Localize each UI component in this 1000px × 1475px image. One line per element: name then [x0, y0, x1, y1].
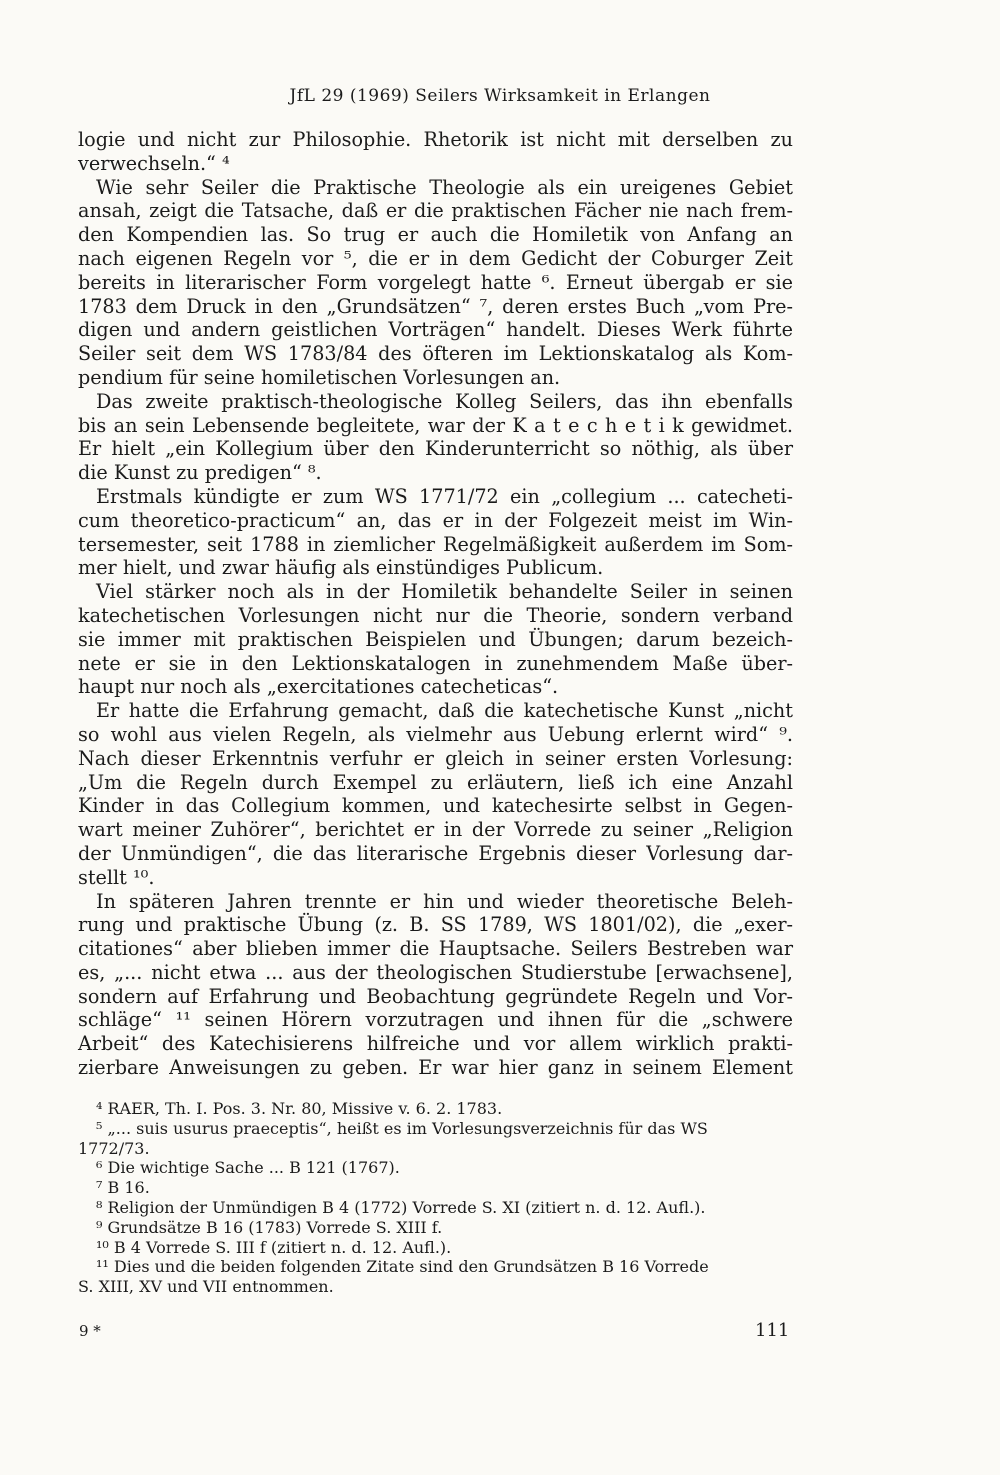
body-line: mer hielt, und zwar häufig als einstündiges Publicum.: [78, 556, 604, 580]
footnote-line: ⁸ Religion der Unmündigen B 4 (1772) Vorrede S. XI (zitiert n. d. 12. Aufl.).: [96, 1197, 706, 1217]
footnote-line: 1772/73.: [78, 1138, 150, 1158]
body-line: die Kunst zu predigen“ ⁸.: [78, 461, 322, 485]
body-line: Seiler seit dem WS 1783/84 des öfteren im Lektionskatalog als Kom-: [78, 342, 793, 366]
body-line: pendium für seine homiletischen Vorlesungen an.: [78, 365, 561, 389]
body-line: so wohl aus vielen Regeln, als vielmehr aus Uebung erlernt wird“ ⁹.: [78, 722, 793, 746]
body-line: Arbeit“ des Katechisierens hilfreiche und vor allem wirklich prakti-: [78, 1032, 793, 1056]
body-line: Wie sehr Seiler die Praktische Theologie als ein ureigenes Gebiet: [96, 175, 793, 199]
body-line: Kinder in das Collegium kommen, und katechesirte selbst in Gegen-: [78, 794, 793, 818]
body-line: Das zweite praktisch-theologische Kolleg Seilers, das ihn ebenfalls: [96, 389, 793, 413]
footnotes: [78, 1099, 793, 1297]
body-line: digen und andern geistlichen Vorträgen“ handelt. Dieses Werk führte: [78, 318, 793, 342]
body-line: es, „... nicht etwa ... aus der theologischen Studierstube [erwachsene],: [78, 960, 793, 984]
page-number: 111: [755, 1320, 790, 1341]
body-line: Er hatte die Erfahrung gemacht, daß die katechetische Kunst „nicht: [96, 699, 793, 723]
body-line: „Um die Regeln durch Exempel zu erläutern, ließ ich eine Anzahl: [78, 770, 793, 794]
footnote-line: ⁵ „... suis usurus praeceptis“, heißt es im Vorlesungsverzeichnis für das WS: [96, 1118, 708, 1138]
body-line: citationes“ aber blieben immer die Hauptsache. Seilers Bestreben war: [78, 937, 793, 961]
body-line: haupt nur noch als „exercitationes catecheticas“.: [78, 675, 559, 699]
footnote-line: ⁴ RAER, Th. I. Pos. 3. Nr. 80, Missive v. 6. 2. 1783.: [96, 1099, 503, 1118]
body-line: 1783 dem Druck in den „Grundsätzen“ ⁷, deren erstes Buch „vom Pre-: [78, 294, 793, 318]
body-line: der Unmündigen“, die das literarische Ergebnis dieser Vorlesung dar-: [78, 841, 793, 865]
body-line: logie und nicht zur Philosophie. Rhetorik ist nicht mit derselben zu: [78, 128, 793, 151]
body-line: ansah, zeigt die Tatsache, daß er die praktischen Fächer nie nach frem-: [78, 199, 793, 223]
body-line: stellt ¹⁰.: [78, 865, 155, 889]
body-line: tersemester, seit 1788 in ziemlicher Regelmäßigkeit außerdem im Som-: [78, 532, 793, 556]
footnote-line: ¹⁰ B 4 Vorrede S. III f (zitiert n. d. 12. Aufl.).: [96, 1237, 452, 1257]
body-line: nete er sie in den Lektionskatalogen in zunehmendem Maße über-: [78, 651, 793, 675]
body-text: [78, 128, 793, 1080]
body-line: Nach dieser Erkenntnis verfuhr er gleich in seiner ersten Vorlesung:: [78, 746, 793, 770]
running-head: JfL 29 (1969) Seilers Wirksamkeit in Erlangen: [289, 86, 711, 106]
body-line: schläge“ ¹¹ seinen Hörern vorzutragen und ihnen für die „schwere: [78, 1008, 793, 1032]
body-line: rung und praktische Übung (z. B. SS 1789, WS 1801/02), die „exer-: [78, 913, 793, 937]
body-line: In späteren Jahren trennte er hin und wieder theoretische Beleh-: [96, 889, 793, 913]
footnote-line: ⁷ B 16.: [96, 1178, 150, 1198]
body-line: nach eigenen Regeln vor ⁵, die er in dem Gedicht der Coburger Zeit: [78, 246, 793, 270]
body-line: Er hielt „ein Kollegium über den Kinderunterricht so nöthig, als über: [78, 437, 793, 461]
body-line: wart meiner Zuhörer“, berichtet er in der Vorrede zu seiner „Religion: [78, 818, 793, 842]
body-line: Viel stärker noch als in der Homiletik behandelte Seiler in seinen: [96, 580, 793, 604]
body-line: zierbare Anweisungen zu geben. Er war hier ganz in seinem Element: [78, 1056, 793, 1080]
body-line: bis an sein Lebensende begleitete, war der K a t e c h e t i k gewidmet.: [78, 413, 793, 437]
body-line: cum theoretico-practicum“ an, das er in der Folgezeit meist im Win-: [78, 508, 793, 532]
footnote-line: ⁹ Grundsätze B 16 (1783) Vorrede S. XIII f.: [96, 1217, 443, 1237]
body-line: bereits in literarischer Form vorgelegt hatte ⁶. Erneut übergab er sie: [78, 270, 793, 294]
footnote-line: ¹¹ Dies und die beiden folgenden Zitate sind den Grundsätzen B 16 Vorrede: [96, 1257, 709, 1277]
body-line: Erstmals kündigte er zum WS 1771/72 ein „collegium ... catecheti-: [96, 484, 793, 508]
footnote-line: ⁶ Die wichtige Sache ... B 121 (1767).: [96, 1158, 400, 1178]
body-line: sondern auf Erfahrung und Beobachtung gegründete Regeln und Vor-: [78, 984, 793, 1008]
body-line: den Kompendien las. So trug er auch die Homiletik von Anfang an: [78, 223, 793, 247]
body-line: sie immer mit praktischen Beispielen und Übungen; darum bezeich-: [78, 627, 793, 651]
body-line: katechetischen Vorlesungen nicht nur die Theorie, sondern verband: [78, 603, 793, 627]
body-line: verwechseln.“ ⁴: [78, 151, 230, 175]
signature-mark: 9 *: [79, 1322, 101, 1340]
footnote-line: S. XIII, XV und VII entnommen.: [78, 1277, 334, 1297]
